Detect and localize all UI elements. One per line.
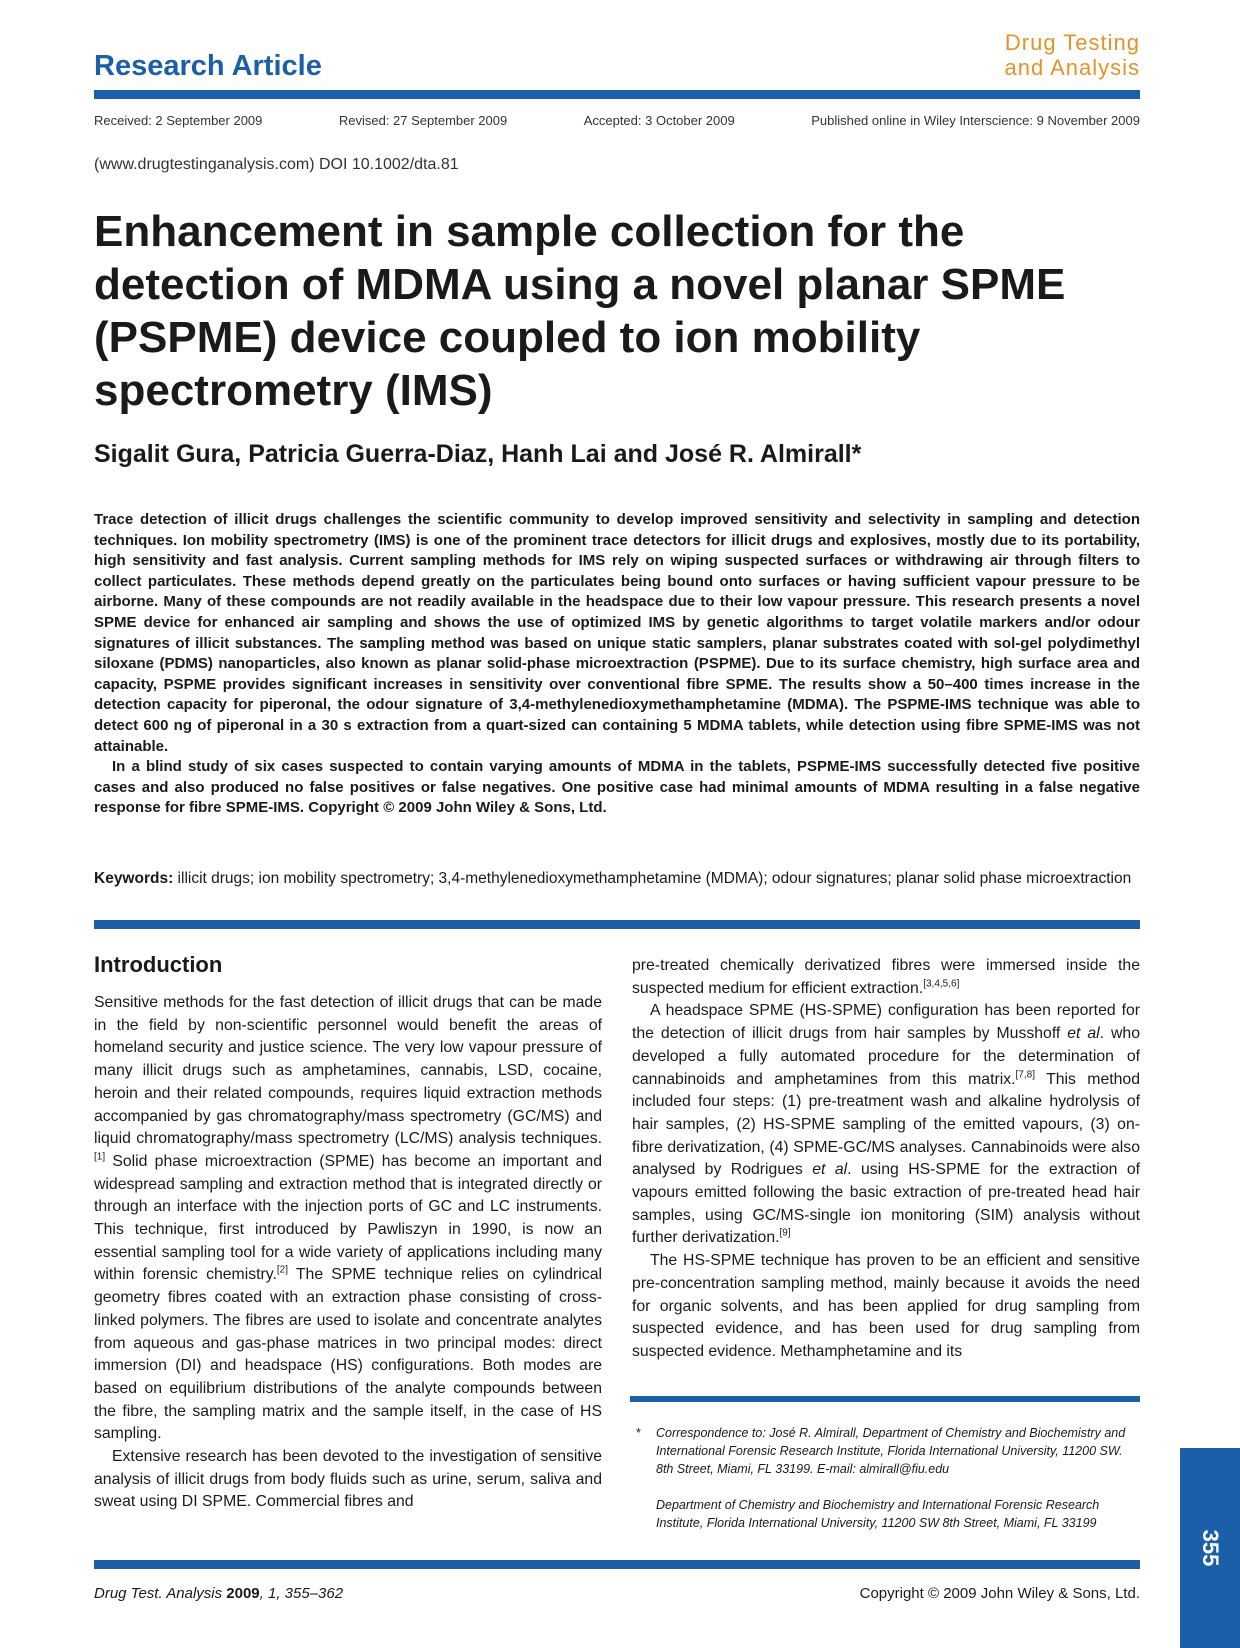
revised-date: Revised: 27 September 2009 <box>338 113 508 128</box>
keywords <box>94 868 1140 889</box>
author-list: Sigalit Gura, Patricia Guerra-Diaz, Hanh Lai and José R. Almirall* <box>94 440 862 468</box>
keywords-text: illicit drugs; ion mobility spectrometry; 3,4-methylenedioxymethamphetamine (MDMA); odour signatures; planar solid phase microextraction <box>173 870 1132 887</box>
footer-rule <box>94 1560 1140 1569</box>
header-rule <box>94 90 1140 99</box>
right-column <box>632 955 1140 1364</box>
reference-citation[interactable]: [2] <box>276 1265 288 1277</box>
intro-paragraph-3: pre-treated chemically derivatized fibres were immersed inside the suspected medium for efficient extraction.[3,4,5,6] <box>632 957 1140 997</box>
journal-name-line2: and Analysis <box>1004 55 1140 80</box>
footer-citation: Drug Test. Analysis 2009, 1, 355–362 <box>94 1585 344 1602</box>
published-date: Published online in Wiley Interscience: 9 November 2009 <box>811 113 1140 128</box>
correspondence-note: * Correspondence to: José R. Almirall, Department of Chemistry and Biochemistry and International Forensic Research Institute, Florida International University, 11200 SW. 8th Street, Miami, FL 33199. E-mail: almirall@fiu.edu <box>636 1426 1126 1476</box>
reference-citation[interactable]: [7,8] <box>1015 1069 1035 1081</box>
intro-paragraph-4: A headspace SPME (HS-SPME) configuration has been reported for the detection of illicit drugs from hair samples by Musshoff et al. who developed a fully automated procedure for the determination of cannabinoids and amphetamines from this matrix.[7,8] This method included four steps: (1) pre-treatment wash and alkaline hydrolysis of hair samples, (2) HS-SPME sampling of the emitted vapours, (3) on-fibre derivatization, (4) SPME-GC/MS analyses. Cannabinoids were also analysed by Rodrigues et al. using HS-SPME for the extraction of vapours emitted following the basic extraction of pre-treated head hair samples, using GC/MS-single ion monitoring (SIM) analysis without further derivatization.[9] <box>632 1002 1141 1247</box>
affiliation-note: Department of Chemistry and Biochemistry and International Forensic Research Institute, Florida International University, 11200 SW 8th Street, Miami, FL 33199 <box>656 1498 1100 1530</box>
footnote <box>630 1424 1140 1532</box>
doi-line[interactable]: (www.drugtestinganalysis.com) DOI 10.1002/dta.81 <box>94 156 459 173</box>
abstract-rule <box>94 920 1140 929</box>
reference-citation[interactable]: [3,4,5,6] <box>923 978 960 990</box>
abstract <box>94 510 1140 819</box>
reference-citation[interactable]: [1] <box>94 1151 106 1163</box>
introduction-heading: Introduction <box>94 952 223 977</box>
abstract-paragraph-1: Trace detection of illicit drugs challenges the scientific community to develop improved sensitivity and selectivity in sampling and detection techniques. Ion mobility spectrometry (IMS) is one of the prominent trace detectors for illicit drugs and explosives, mostly due to its portability, high sensitivity and fast analysis. Current sampling methods for IMS rely on wiping suspected surfaces or withdrawing air through filters to collect particulates. These methods depend greatly on the particulates being bound onto surfaces or having sufficient vapour pressure to be airborne. Many of these compounds are not readily available in the headspace due to their low vapour pressure. This research presents a novel SPME device for enhanced air sampling and shows the use of optimized IMS by genetic algorithms to target volatile markers and/or odour signatures of illicit substances. The sampling method was based on unique static samplers, planar substrates coated with sol-gel polydimethyl siloxane (PDMS) nanoparticles, also known as planar solid-phase microextraction (PSPME). Due to its surface chemistry, high surface area and capacity, PSPME provides significant increases in sensitivity over conventional fibre SPME. The results show a 50–400 times increase in the detection capacity for piperonal, the odour signature of 3,4-methylenedioxymethamphetamine (MDMA). The PSPME-IMS technique was able to detect 600 ng of piperonal in a 30 s extraction from a quart-sized can containing 5 MDMA tablets, while detection using fibre SPME-IMS was not attainable. <box>94 511 1140 755</box>
received-date: Received: 2 September 2009 <box>94 113 263 128</box>
reference-citation[interactable]: [9] <box>779 1228 791 1240</box>
article-dates <box>94 113 1140 128</box>
accepted-date: Accepted: 3 October 2009 <box>583 113 735 128</box>
left-column <box>94 992 602 1514</box>
footnote-mark: * <box>636 1426 641 1440</box>
keywords-label: Keywords: <box>94 870 174 887</box>
page-number: 355 <box>1198 1529 1223 1567</box>
intro-paragraph-5: The HS-SPME technique has proven to be an efficient and sensitive pre-concentration sampling method, mainly because it avoids the need for organic solvents, and has been applied for drug sampling from suspected evidence, and has been used for drug sampling from suspected evidence. Methamphetamine and its <box>632 1252 1140 1360</box>
abstract-paragraph-2: In a blind study of six cases suspected to contain varying amounts of MDMA in the tablets, PSPME-IMS successfully detected five positive cases and also produced no false positives or false negatives. One positive case had minimal amounts of MDMA resulting in a false negative response for fibre SPME-IMS. Copyright © 2009 John Wiley & Sons, Ltd. <box>94 758 1140 817</box>
page-number-tab <box>1180 1448 1240 1648</box>
intro-paragraph-1: Sensitive methods for the fast detection of illicit drugs that can be made in the field by non-scientific personnel would benefit the areas of homeland security and justice science. The very low vapour pressure of many illicit drugs such as amphetamines, cannabis, LSD, cocaine, heroin and their related compounds, requires liquid extraction methods accompanied by gas chromatography/mass spectrometry (GC/MS) and liquid chromatography/mass spectrometry (LC/MS) analysis techniques.[1] Solid phase microextraction (SPME) has become an important and widespread sampling and extraction method that is integrated directly or through an interface with the injection ports of GC and LC instruments. This technique, first introduced by Pawliszyn in 1990, is now an essential sampling tool for a wide variety of applications including many within forensic chemistry.[2] The SPME technique relies on cylindrical geometry fibres coated with an extraction phase consisting of cross-linked polymers. The fibres are used to isolate and concentrate analytes from aqueous and gas-phase matrices in two principal modes: direct immersion (DI) and headspace (HS) configurations. Both modes are based on equilibrium distributions of the analyte compounds between the fibre, the sampling matrix and the sample itself, in the case of HS sampling. <box>94 994 602 1443</box>
journal-name-line1: Drug Testing <box>1004 30 1140 55</box>
section-label: Research Article <box>94 50 322 82</box>
footer-copyright: Copyright © 2009 John Wiley & Sons, Ltd. <box>859 1585 1140 1602</box>
journal-name <box>920 30 1140 80</box>
footnote-rule <box>630 1396 1140 1402</box>
intro-paragraph-2: Extensive research has been devoted to the investigation of sensitive analysis of illicit drugs from body fluids such as urine, serum, saliva and sweat using DI SPME. Commercial fibres and <box>94 1448 602 1511</box>
article-title: Enhancement in sample collection for the detection of MDMA using a novel planar SPME (PSPME) device coupled to ion mobility spectrometry (IMS) <box>94 207 1066 415</box>
